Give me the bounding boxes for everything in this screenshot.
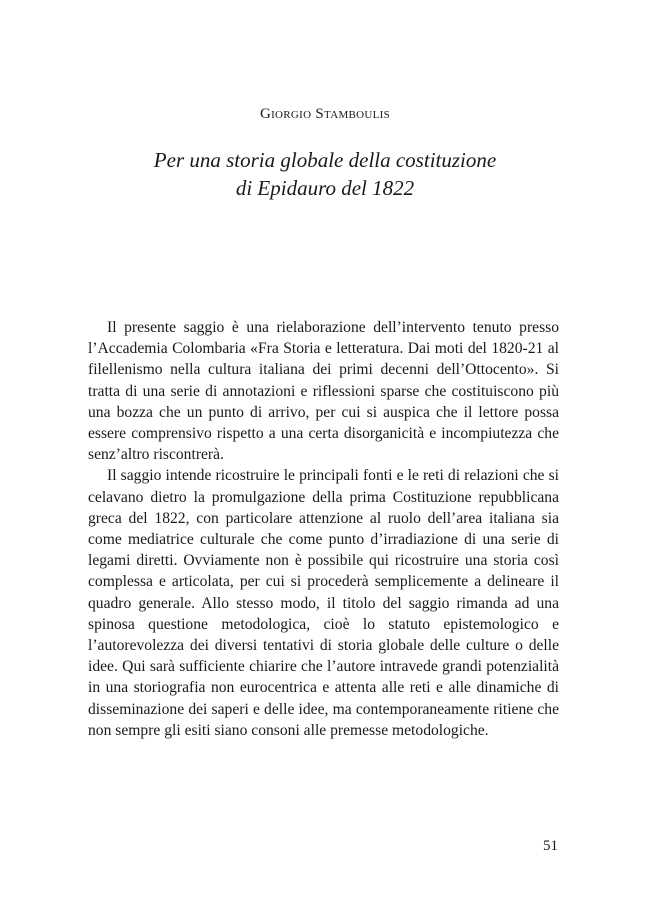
author-name: Giorgio Stamboulis [259,106,391,122]
body-paragraph: Il saggio intende ricostruire le principali fonti e le reti di relazioni che si celavano dietro la promulgazione della prima Costituzione repubblicana greca del 1822, con particolare attenzione al ruolo dell’area italiana sia come mediatrice culturale che come punto d’irradiazione di una serie di legami diretti. Ovviamente non è possibile qui ricostruire una storia così complessa e articolata, per cui si procederà semplicemente a delineare il quadro generale. Allo stesso modo, il titolo del saggio rimanda ad una spinosa questione metodologica, cioè lo statuto epistemologico e l’autorevolezza dei diversi tentativi di storia globale delle culture o delle idee. Qui sarà sufficiente chiarire che l’autore intravede grandi potenzialità in una storiografia non eurocentrica e attenta alle reti e alle dinamiche di disseminazione dei saperi e delle idee, ma contemporaneamente ritiene che non sempre gli esiti siano consoni alle premesse metodologiche. [88,467,559,739]
essay-title-line-2: di Epidauro del 1822 [235,176,415,200]
essay-body [88,317,559,741]
body-paragraph: Il presente saggio è una rielaborazione dell’intervento tenuto presso l’Accademia Colombaria «Fra Storia e letteratura. Dai moti del 1820-21 al filellenismo nella cultura italiana dei primi decenni dell’Ottocento». Si tratta di una serie di annotazioni e riflessioni sparse che costituiscono più una bozza che un punto di arrivo, per cui si auspica che il lettore possa essere comprensivo rispetto a una certa disorganicità e incompiutezza che senz’altro riscontrerà. [88,319,559,464]
essay-title [0,146,650,202]
page-number: 51 [543,838,558,854]
essay-title-line-1: Per una storia globale della costituzione [153,148,497,172]
